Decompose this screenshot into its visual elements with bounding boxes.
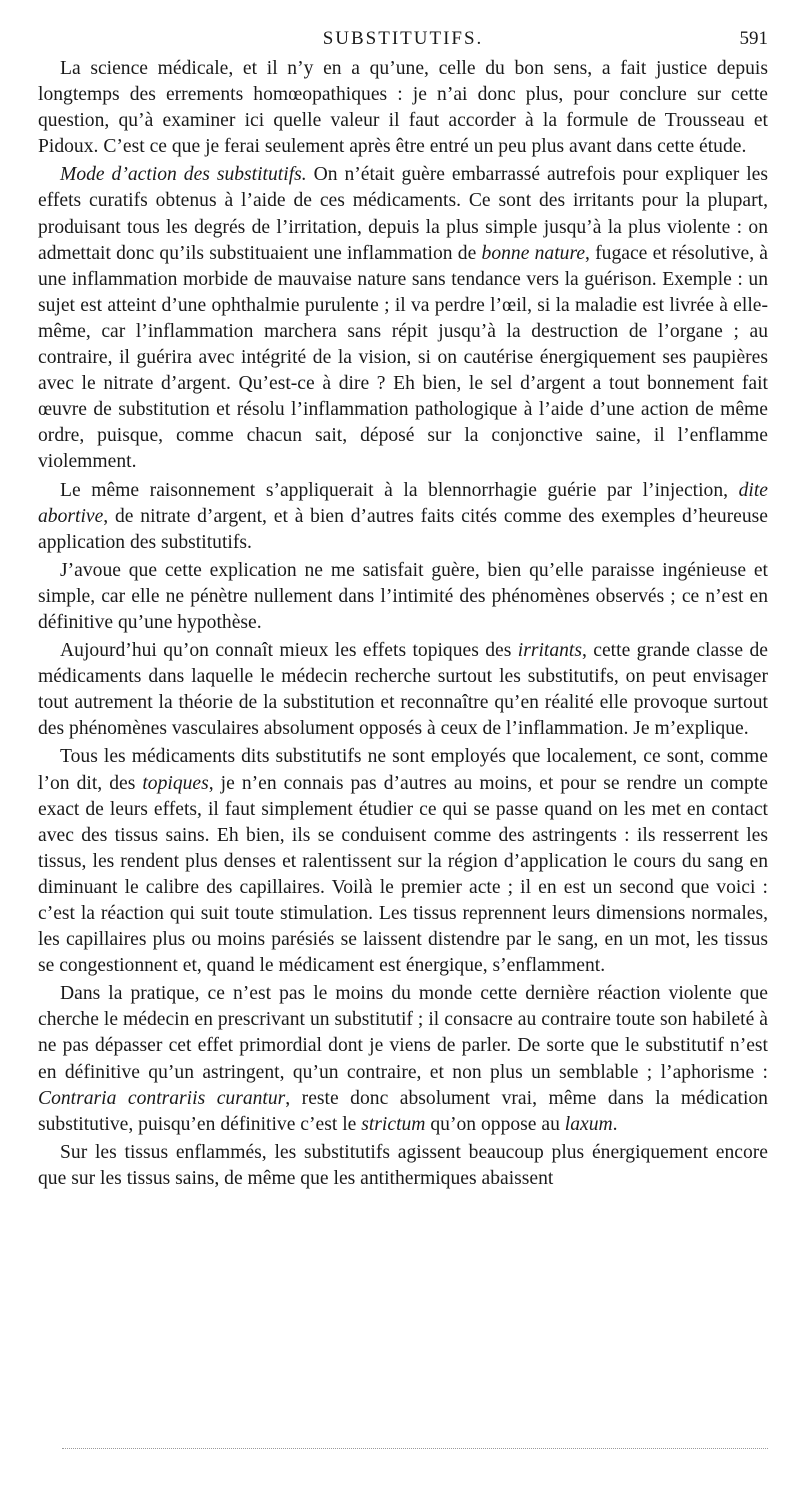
italic-text: topiques	[142, 772, 209, 794]
text-run: , reste donc absolument vrai, même dans la médication substitutive, puisqu’en définitive c’est le	[38, 1087, 768, 1135]
italic-text: Contraria contrariis curantur	[38, 1087, 286, 1109]
body-text	[38, 56, 768, 1192]
italic-text: dite abortive	[38, 479, 768, 527]
text-run: , cette grande classe de médicaments dans laquelle le médecin recherche surtout les substitutifs, on peut envisager tout autrement la théorie de la substitution et reconnaître qu’en réalité elle provoque surtout des phénomènes vasculaires absolument opposés à ceux de l’inflammation. Je m’explique.	[38, 640, 768, 740]
text-run: .	[612, 1113, 618, 1135]
text-run: Dans la pratique, ce n’est pas le moins du monde cette dernière réaction violente que cherche le médecin en prescrivant un substitutif ; il consacre au contraire toute son habileté à ne pas dépasser cet effet primordial dont je viens de parler. De sorte que le substitutif n’est en définitive qu’un astringent, qu’un contraire, et non plus un semblable ; l’aphorisme :	[38, 983, 768, 1083]
text-run: On n’était guère embarrassé autrefois pour expliquer les effets curatifs obtenus à l’aide de ces médicaments. Ce sont des irritants pour la plupart, produisant tous les degrés de l’irritation, depuis la plus simple jusqu’à la plus violente : on admettait donc qu’ils substituaient une inflammation de	[38, 164, 768, 264]
running-title: SUBSTITUTIFS.	[322, 28, 484, 49]
paragraph	[38, 744, 768, 979]
italic-text: bonne nature	[481, 242, 586, 264]
text-run: Sur les tissus enflammés, les substitutifs agissent beaucoup plus énergiquement encore que sur les tissus sains, de même que les antithermiques abaissent	[38, 1141, 768, 1189]
paragraph	[38, 162, 768, 475]
text-run: Aujourd’hui qu’on connaît mieux les effets topiques des	[60, 640, 518, 662]
text-run: Le même raisonnement s’appliquerait à la blennorrhagie guérie par l’injection,	[60, 479, 739, 501]
paragraph	[38, 558, 768, 636]
page-number: 591	[739, 28, 768, 49]
text-run: , de nitrate d’argent, et à bien d’autres faits cités comme des exemples d’heureuse application des substitutifs.	[38, 505, 768, 553]
italic-text: strictum	[361, 1113, 426, 1135]
footer-dotted-rule	[62, 1448, 768, 1449]
text-run: La science médicale, et il n’y en a qu’une, celle du bon sens, a fait justice depuis longtemps des errements homœopathiques : je n’ai donc plus, pour conclure sur cette question, qu’à examiner ici quelle valeur il faut accorder à la formule de Trousseau et Pidoux. C’est ce que je ferai seulement après être entré un peu plus avant dans cette étude.	[38, 58, 768, 158]
text-run: , je n’en connais pas d’autres au moins, et pour se rendre un compte exact de leurs effets, il faut simplement étudier ce qui se passe quand on les met en contact avec des tissus sains. Eh bien, ils se conduisent comme des astringents : ils resserrent les tissus, les rendent plus denses et ralentissent sur la région d’application le cours du sang en diminuant le calibre des capillaires. Voilà le premier acte ; il en est un second que voici : c’est la réaction qui suit toute stimulation. Les tissus reprennent leurs dimensions normales, les capillaires plus ou moins parésiés se laissent distendre par le sang, en un mot, les tissus se congestionnent et, quand le médicament est énergique, s’enflamment.	[38, 772, 768, 977]
italic-text: Mode d’action des substitutifs.	[60, 164, 307, 186]
paragraph	[38, 478, 768, 556]
paragraph	[38, 56, 768, 160]
text-run: J’avoue que cette explication ne me satisfait guère, bien qu’elle paraisse ingénieuse et simple, car elle ne pénètre nullement dans l’intimité des phénomènes observés ; ce n’est en définitive qu’une hypothèse.	[38, 559, 768, 633]
paragraph	[38, 1140, 768, 1192]
page-header	[38, 28, 768, 56]
text-run: , fugace et résolutive, à une inflammation morbide de mauvaise nature sans tendance vers la guérison. Exemple : un sujet est atteint d’une ophthalmie purulente ; il va perdre l’œil, si la maladie est livrée à elle-même, car l’inflammation marchera sans répit jusqu’à la destruction de l’organe ; au contraire, il guérira avec intégrité de la vision, si on cautérise énergiquement ses paupières avec le nitrate d’argent. Qu’est-ce à dire ? Eh bien, le sel d’argent a tout bonnement fait œuvre de substitution et résolu l’inflammation pathologique à l’aide d’une action de même ordre, puisque, comme chacun sait, déposé sur la conjonctive saine, il l’enflamme violemment.	[38, 242, 769, 473]
italic-text: irritants	[517, 640, 582, 662]
text-run: Tous les médicaments dits substitutifs ne sont employés que localement, ce sont, comme l’on dit, des	[38, 746, 768, 794]
paragraph	[38, 638, 768, 742]
book-page	[38, 28, 768, 1192]
paragraph	[38, 981, 768, 1138]
italic-text: laxum	[564, 1113, 613, 1135]
text-run: qu’on oppose au	[425, 1113, 565, 1135]
